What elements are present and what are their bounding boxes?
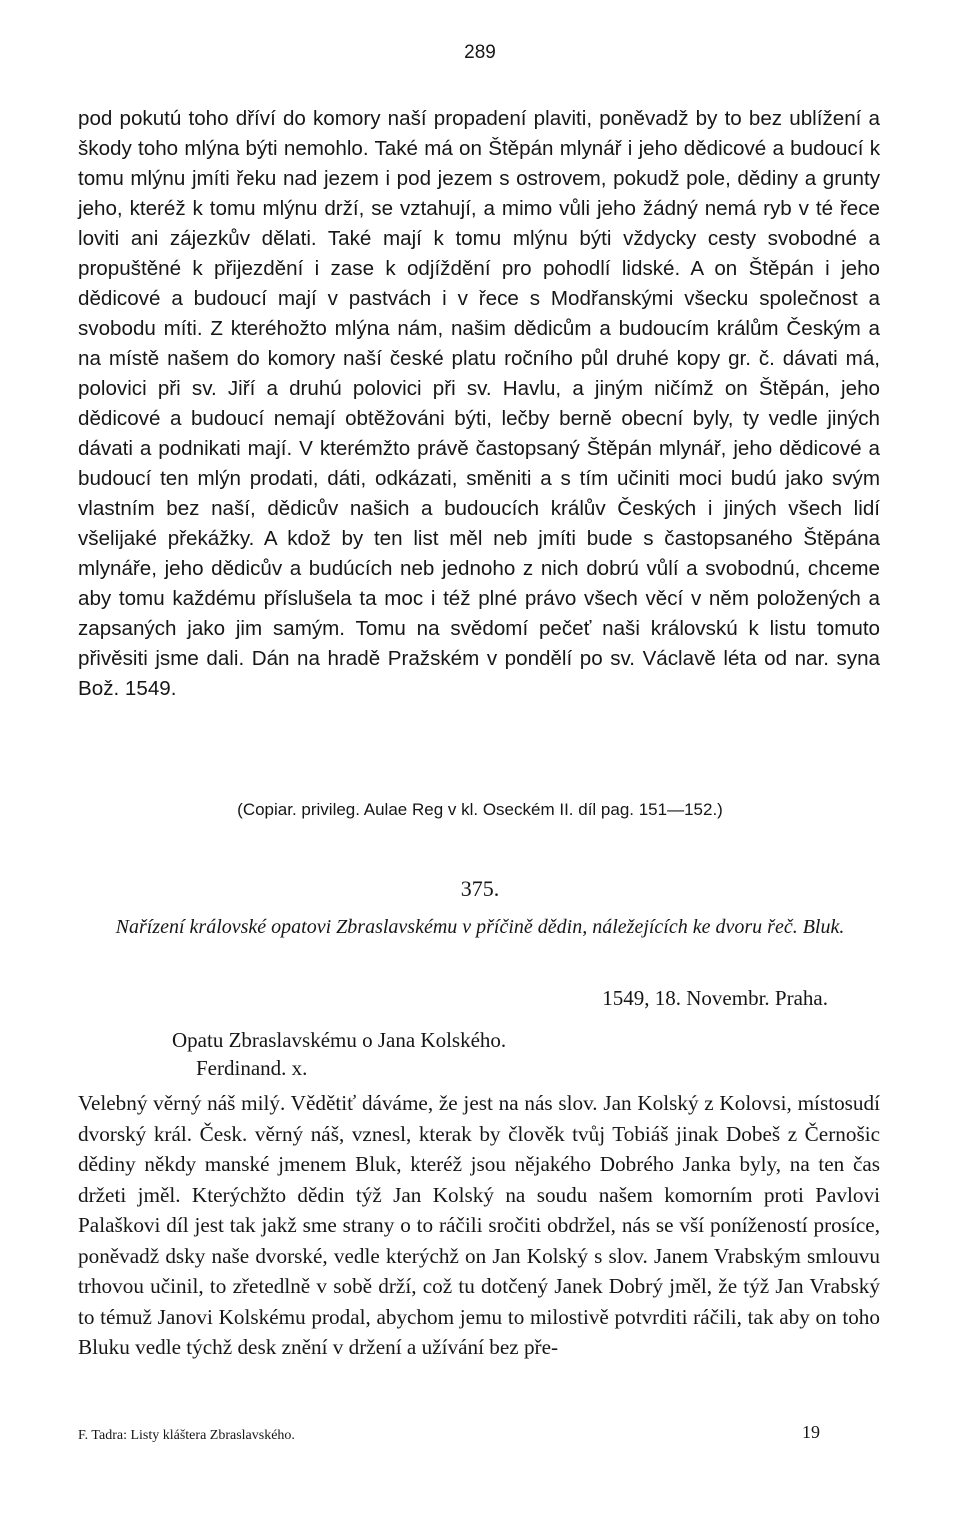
document-number: 375. xyxy=(460,876,500,901)
footer xyxy=(78,1422,882,1444)
letter-body: Velebný věrný náš milý. Vědětiť dáváme, že jest na nás slov. Jan Kolský z Kolovsi, místosudí dvorský král. Česk. věrný náš, vznesl, kterak by člověk tvůj Tobiáš jinak Dobeš z Černošic dědiny někdy manské jmenem Bluk, kteréž jsou nějakého Dobrého Janka byly, na ten čas držeti jměl. Kterýchžto dědin týž Jan Kolský na soudu našem komorním proti Pavlovi Palaškovi díl jest tak jakž sme strany o to ráčili sročiti obdržel, nás se vší ponížeností prosíce, poněvadž dsky naše dvorské, vedle kterýchž on Jan Kolský s slov. Janem Vrabským smlouvu trhovou učinil, to zřetedlně v sobě drží, což tu dotčený Janek Dobrý jměl, že týž Jan Vrabský to témuž Janovi Kolskému prodal, abychom jemu to milostivě potvrditi ráčili, tak aby on toho Bluku vedle týchž desk znění v držení a užívání bez pře- xyxy=(78,1091,880,1359)
charter-text-continuation: pod pokutú toho dříví do komory naší propadení plaviti, poněvadž by to bez ublížení a škody toho mlýna býti nemohlo. Také má on Štěpán mlynář i jeho dědicové a budoucí k tomu mlýnu jmíti řeku nad jezem i pod jezem s ostrovem, pokudž pole, dědiny a grunty jeho, kteréž k tomu mlýnu drží, se vztahují, a mimo vůli jeho žádný nemá ryb v té řece loviti ani zájezkův dělati. Také mají k tomu mlýnu býti vždycky cesty svobodné a propuštěné k přijezdění i zase k odjíždění pro pohodlí lidské. A on Štěpán i jeho dědicové a budoucí mají v pastvách i v řece s Modřanskými všecku společnost a svobodu míti. Z kteréhožto mlýna nám, našim dědicům a budoucím králům Českým a na místě našem do komory naší české platu ročního půl druhé kopy gr. č. dávati má, polovici při sv. Jiří a druhú polovici při sv. Havlu, a jiným ničímž on Štěpán, jeho dědicové a budoucí nemají obtěžováni býti, lečby berně obecní byly, ty vedle jiných dávati a podnikati mají. V kterémžto právě častopsaný Štěpán mlynář, jeho dědicové a budoucí ten mlýn prodati, dáti, odkázati, směniti a s tím učiniti moci budú jako svým vlastním bez naší, dědicův našich a budoucích králův Českých i jiných všech lidí všelijaké překážky. A kdož by ten list měl neb jmíti bude s častopsaného Štěpána mlynáře, jeho dědicův a budúcích neb jednoho z nich dobrú vůlí a svobodnú, chceme aby tomu každému příslušela ta moc i též plné právo všech věcí v něm položených a zapsaných jako jim samým. Tomu na svědomí pečeť naši královskú k listu tomuto přivěsiti jsme dali. Dán na hradě Pražském v pondělí po sv. Václavě léta od nar. syna Bož. 1549. xyxy=(78,107,880,700)
sender-line: Ferdinand. x. xyxy=(196,1056,308,1080)
document-title: Nařízení královské opatovi Zbraslavskému v příčině dědin, náležejících ke dvoru řeč. Bluk. xyxy=(115,916,845,938)
footer-citation: F. Tadra: Listy kláštera Zbraslavského. xyxy=(78,1428,295,1443)
address-line: Opatu Zbraslavskému o Jana Kolského. xyxy=(172,1028,507,1052)
page-number: 289 xyxy=(464,42,496,63)
date-line: 1549, 18. Novembr. Praha. xyxy=(602,986,828,1010)
signature-mark: 19 xyxy=(802,1422,820,1442)
source-citation: (Copiar. privileg. Aulae Reg v kl. Oseckém II. díl pag. 151—152.) xyxy=(237,800,723,819)
